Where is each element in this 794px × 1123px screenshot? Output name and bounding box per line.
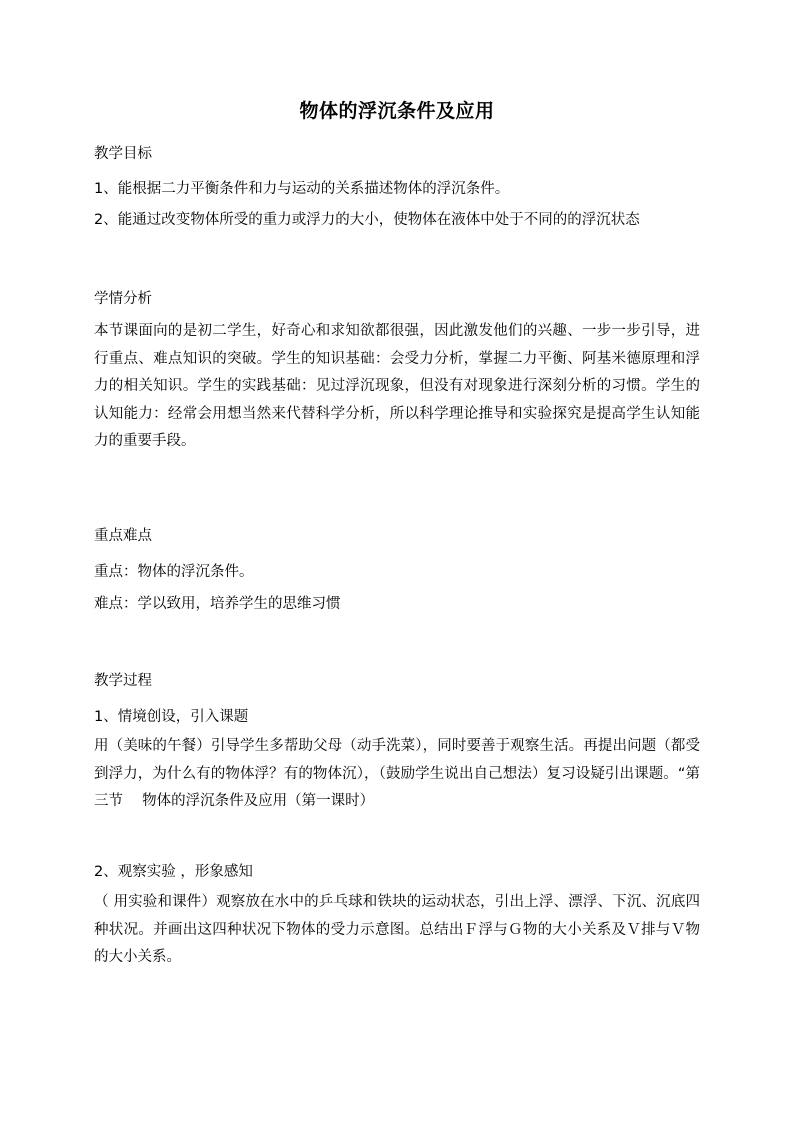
process-step1-title: 1、情境创设，引入课题 <box>94 709 249 725</box>
analysis-paragraph: 本节课面向的是初二学生，好奇心和求知欲都很强，因此激发他们的兴趣、一步一步引导，进行重点、难点知识的突破。学生的知识基础：会受力分析，掌握二力平衡、阿基米德原理和浮力的相关知识。学生的实践基础：见过浮沉现象，但没有对现象进行深刻分析的习惯。学生的认知能力：经常会用想当然来代替科学分析，所以科学理论推导和实验探究是提高学生认知能力的重要手段。 <box>94 323 700 449</box>
process-step2-body: （ 用实验和课件）观察放在水中的乒乓球和铁块的运动状态，引出上浮、漂浮、下沉、沉底四种状况。并画出这四种状况下物体的受力示意图。总结出Ｆ浮与Ｇ物的大小关系及Ｖ排与Ｖ物的大小关系。 <box>94 894 700 965</box>
section-heading-goals: 教学目标 <box>94 146 152 162</box>
keypoint-item-1: 重点：物体的浮沉条件。 <box>94 564 254 580</box>
process-step2-title: 2、观察实验 ，形象感知 <box>94 864 253 880</box>
section-heading-process: 教学过程 <box>94 673 152 689</box>
section-heading-analysis: 学情分析 <box>94 291 152 307</box>
document-title: 物体的浮沉条件及应用 <box>299 100 495 122</box>
section-heading-keypoints: 重点难点 <box>94 528 152 544</box>
goal-item-2: 2、能通过改变物体所受的重力或浮力的大小，使物体在液体中处于不同的的浮沉状态 <box>94 212 640 228</box>
process-step1-body: 用（美味的午餐）引导学生多帮助父母（动手洗菜），同时要善于观察生活。再提出问题（都受到浮力，为什么有的物体浮？有的物体沉），（鼓励学生说出自己想法）复习设疑引出课题。“第三节 物体的浮沉条件及应用（第一课时） <box>94 738 700 809</box>
goal-item-1: 1、能根据二力平衡条件和力与运动的关系描述物体的浮沉条件。 <box>94 181 510 197</box>
keypoint-item-2: 难点：学以致用，培养学生的思维习惯 <box>94 596 341 612</box>
